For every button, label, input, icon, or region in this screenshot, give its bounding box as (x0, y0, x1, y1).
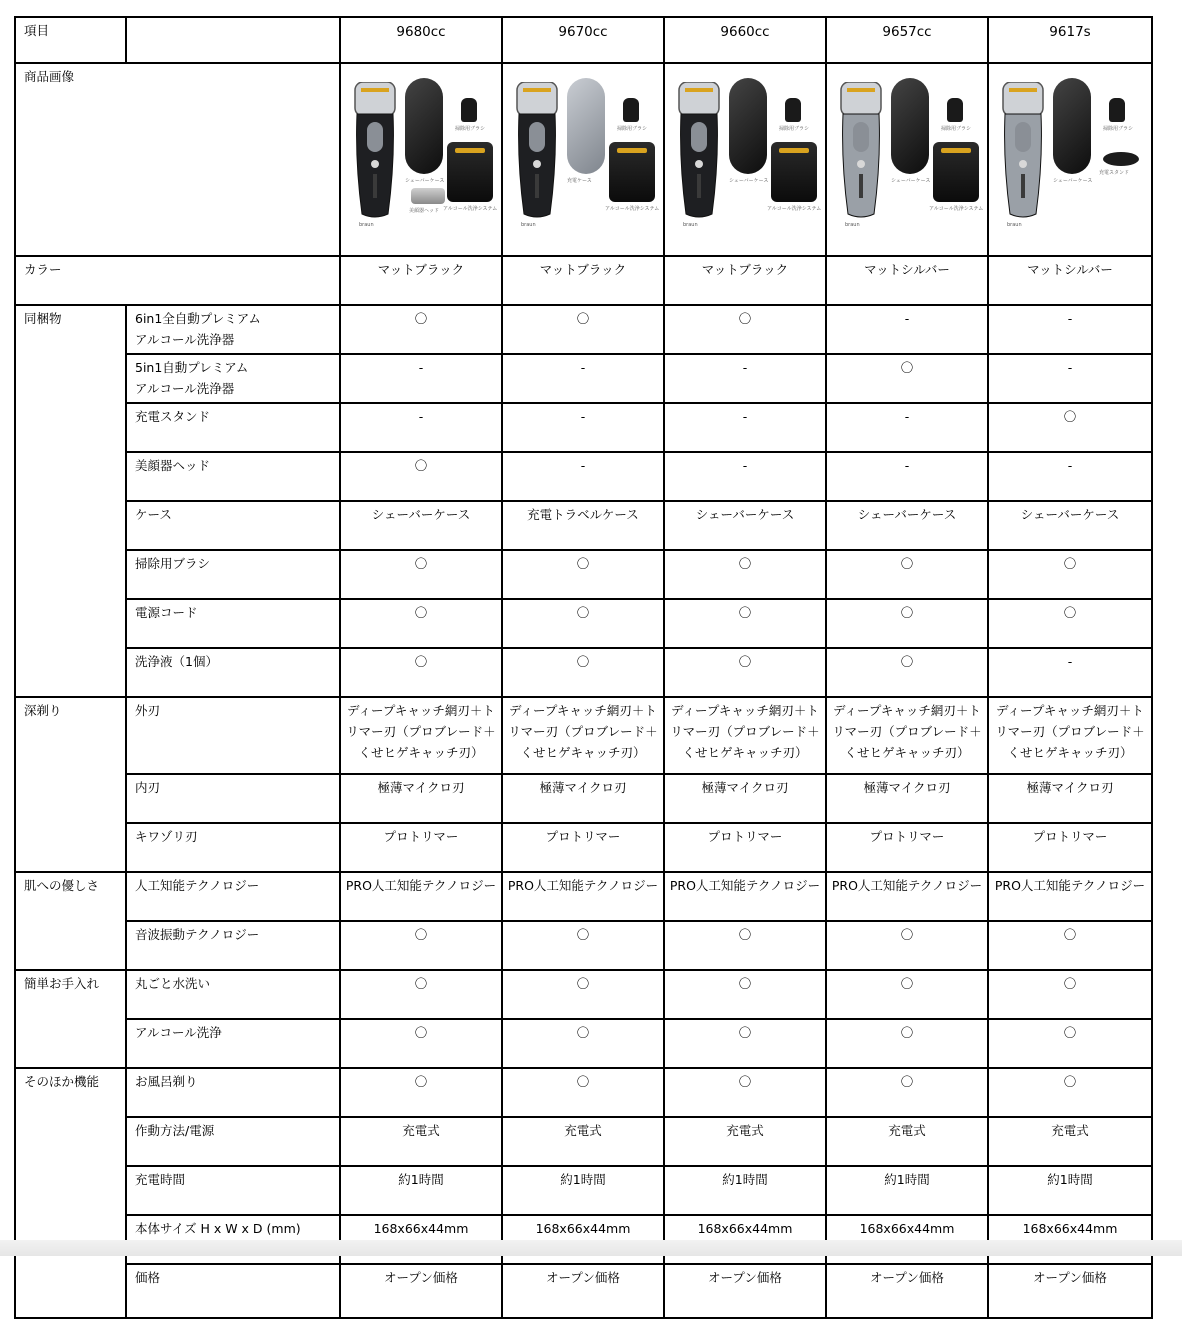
spec-label-line: ケース (135, 507, 172, 522)
spec-row (15, 1264, 1152, 1318)
spec-value: 〇 (826, 970, 988, 1019)
spec-label-line: キワゾリ刃 (135, 829, 198, 844)
spec-value: 〇 (826, 648, 988, 697)
spec-value: 約1時間 (988, 1166, 1152, 1215)
spec-value: シェーバーケース (664, 501, 826, 550)
spec-value: - (826, 305, 988, 354)
spec-value: 〇 (988, 599, 1152, 648)
cleaning-station-icon (933, 142, 979, 202)
spec-label (126, 872, 340, 921)
spec-value: - (664, 403, 826, 452)
spec-row (15, 1117, 1152, 1166)
spec-value: 充電式 (502, 1117, 664, 1166)
spec-label-line: 人工知能テクノロジー (135, 878, 260, 893)
category-label: そのほか機能 (15, 1068, 126, 1318)
facial-head-icon (411, 188, 445, 204)
spec-value: 〇 (664, 970, 826, 1019)
spec-value: - (502, 403, 664, 452)
spec-value: - (988, 648, 1152, 697)
spec-label-line: 外刃 (135, 703, 161, 718)
spec-label (126, 305, 340, 354)
spec-value: 〇 (988, 550, 1152, 599)
spec-value: オープン価格 (340, 1264, 502, 1318)
spec-label (126, 648, 340, 697)
spec-label-line: アルコール洗浄 (135, 1025, 222, 1040)
spec-row (15, 305, 1152, 354)
spec-value: 約1時間 (664, 1166, 826, 1215)
spec-value: 〇 (826, 599, 988, 648)
spec-label (126, 1166, 340, 1215)
product-image-caption: 充電ケース (567, 178, 592, 184)
spec-label-line: 美顔器ヘッド (135, 458, 211, 473)
product-image (343, 70, 501, 246)
spec-label (126, 697, 340, 774)
spec-value: 168x66x44mm (664, 1215, 826, 1264)
product-image-caption: 充電スタンド (1099, 170, 1130, 176)
header-row (15, 17, 1152, 63)
spec-row (15, 823, 1152, 872)
shaver-icon (839, 82, 883, 220)
spec-label (126, 1068, 340, 1117)
spec-label-line: 充電時間 (135, 1172, 186, 1187)
spec-value: 約1時間 (340, 1166, 502, 1215)
shaver-icon (1001, 82, 1045, 220)
spec-value: 〇 (502, 305, 664, 354)
product-image-caption: braun (845, 222, 860, 228)
spec-label (126, 452, 340, 501)
product-image-cell (502, 63, 664, 256)
spec-label-line: 本体サイズ H x W x D (mm) (135, 1221, 301, 1236)
spec-value: 〇 (340, 1068, 502, 1117)
spec-value: 〇 (988, 1019, 1152, 1068)
spec-value: 〇 (664, 305, 826, 354)
product-image-caption: アルコール洗浄システム (605, 206, 660, 212)
spec-value: オープン価格 (988, 1264, 1152, 1318)
spec-value: シェーバーケース (826, 501, 988, 550)
spec-label-line: 6in1全自動プレミアム (135, 311, 261, 326)
product-image-caption: braun (1007, 222, 1022, 228)
spec-row (15, 1166, 1152, 1215)
color-value: マットシルバー (988, 256, 1152, 305)
spec-value: 168x66x44mm (826, 1215, 988, 1264)
spec-row (15, 354, 1152, 403)
spec-value: - (988, 452, 1152, 501)
spec-label-line: アルコール洗浄器 (135, 332, 235, 347)
header-item-label: 項目 (15, 17, 126, 63)
spec-value: 〇 (826, 1068, 988, 1117)
image-row (15, 63, 1152, 256)
spec-value: ディープキャッチ網刃＋トリマー刃（プロブレード＋くせヒゲキャッチ刃） (340, 697, 502, 774)
spec-value: プロトリマー (340, 823, 502, 872)
product-image (667, 70, 825, 246)
spec-row (15, 599, 1152, 648)
spec-value: PRO人工知能テクノロジー (826, 872, 988, 921)
spec-value: 〇 (340, 599, 502, 648)
spec-row (15, 452, 1152, 501)
spec-label (126, 403, 340, 452)
spec-value: 〇 (664, 921, 826, 970)
case-icon (891, 78, 929, 174)
color-row-label: カラー (15, 256, 340, 305)
product-image-caption: braun (521, 222, 536, 228)
cleaning-brush-icon (1109, 98, 1125, 122)
case-icon (567, 78, 605, 174)
spec-value: - (502, 354, 664, 403)
cleaning-brush-icon (785, 98, 801, 122)
spec-value: シェーバーケース (340, 501, 502, 550)
charging-stand-icon (1103, 152, 1139, 166)
color-value: マットシルバー (826, 256, 988, 305)
spec-label (126, 1117, 340, 1166)
category-label: 肌への優しさ (15, 872, 126, 970)
spec-value: 〇 (988, 1068, 1152, 1117)
spec-value: 〇 (826, 1019, 988, 1068)
spec-label-line: 内刃 (135, 780, 161, 795)
spec-value: ディープキャッチ網刃＋トリマー刃（プロブレード＋くせヒゲキャッチ刃） (502, 697, 664, 774)
spec-value: 〇 (340, 550, 502, 599)
spec-value: 〇 (664, 1019, 826, 1068)
spec-value: - (826, 452, 988, 501)
spec-value: オープン価格 (826, 1264, 988, 1318)
spec-value: 〇 (340, 1019, 502, 1068)
spec-label (126, 1264, 340, 1318)
product-image-caption: 掃除用ブラシ (941, 126, 972, 132)
case-icon (1053, 78, 1091, 174)
spec-value: ディープキャッチ網刃＋トリマー刃（プロブレード＋くせヒゲキャッチ刃） (826, 697, 988, 774)
spec-label-line: 5in1自動プレミアム (135, 360, 249, 375)
spec-label (126, 599, 340, 648)
spec-label (126, 774, 340, 823)
model-name-9657cc: 9657cc (826, 17, 988, 63)
spec-value: 〇 (664, 599, 826, 648)
spec-value: PRO人工知能テクノロジー (340, 872, 502, 921)
product-image-cell (340, 63, 502, 256)
color-value: マットブラック (502, 256, 664, 305)
color-value: マットブラック (340, 256, 502, 305)
product-image-caption: 掃除用ブラシ (779, 126, 810, 132)
cleaning-brush-icon (461, 98, 477, 122)
spec-value: 〇 (664, 1068, 826, 1117)
spec-value: 極薄マイクロ刃 (502, 774, 664, 823)
model-name-9680cc: 9680cc (340, 17, 502, 63)
spec-label (126, 823, 340, 872)
spec-value: プロトリマー (664, 823, 826, 872)
product-image-caption: シェーバーケース (729, 178, 769, 184)
spec-value: 〇 (502, 1019, 664, 1068)
spec-label (126, 970, 340, 1019)
spec-value: 〇 (502, 648, 664, 697)
spec-label (126, 550, 340, 599)
spec-value: 充電式 (826, 1117, 988, 1166)
product-image-cell (826, 63, 988, 256)
spec-value: プロトリマー (826, 823, 988, 872)
spec-label (126, 1019, 340, 1068)
spec-value: 極薄マイクロ刃 (340, 774, 502, 823)
product-image (991, 70, 1149, 246)
spec-value: 約1時間 (826, 1166, 988, 1215)
product-image-caption: braun (359, 222, 374, 228)
spec-label-line: アルコール洗浄器 (135, 381, 235, 396)
spec-value: - (340, 354, 502, 403)
spec-value: 〇 (340, 648, 502, 697)
shaver-icon (677, 82, 721, 220)
spec-row (15, 1068, 1152, 1117)
spec-row (15, 774, 1152, 823)
spec-value: 〇 (502, 1068, 664, 1117)
spec-value: 充電式 (664, 1117, 826, 1166)
spec-label (126, 354, 340, 403)
spec-value: オープン価格 (502, 1264, 664, 1318)
spec-label-line: お風呂剃り (135, 1074, 198, 1089)
spec-row (15, 403, 1152, 452)
spec-value: オープン価格 (664, 1264, 826, 1318)
product-image-caption: シェーバーケース (405, 178, 445, 184)
spec-row (15, 970, 1152, 1019)
spec-value: PRO人工知能テクノロジー (664, 872, 826, 921)
spec-value: - (664, 452, 826, 501)
spec-comparison-table (14, 16, 1153, 1319)
product-image-caption: アルコール洗浄システム (767, 206, 822, 212)
spec-row (15, 501, 1152, 550)
category-label: 簡単お手入れ (15, 970, 126, 1068)
spec-value: 〇 (988, 970, 1152, 1019)
spec-value: 〇 (826, 921, 988, 970)
spec-value: 〇 (340, 921, 502, 970)
spec-value: 〇 (988, 403, 1152, 452)
spec-value: 〇 (664, 550, 826, 599)
model-name-9670cc: 9670cc (502, 17, 664, 63)
cleaning-brush-icon (623, 98, 639, 122)
spec-value: 〇 (502, 599, 664, 648)
product-image (829, 70, 987, 246)
spec-value: - (502, 452, 664, 501)
spec-row (15, 648, 1152, 697)
product-image-caption: シェーバーケース (1053, 178, 1093, 184)
spec-label-line: 洗浄液（1個） (135, 654, 218, 669)
spec-label (126, 921, 340, 970)
case-icon (405, 78, 443, 174)
image-row-label: 商品画像 (15, 63, 340, 256)
product-image-caption: 掃除用ブラシ (1103, 126, 1134, 132)
spec-value: 〇 (988, 921, 1152, 970)
shaver-icon (353, 82, 397, 220)
spec-value: 168x66x44mm (340, 1215, 502, 1264)
spec-value: 極薄マイクロ刃 (664, 774, 826, 823)
spec-value: 〇 (502, 550, 664, 599)
product-image-cell (664, 63, 826, 256)
product-image-caption: アルコール洗浄システム (929, 206, 984, 212)
spec-value: プロトリマー (502, 823, 664, 872)
spec-value: プロトリマー (988, 823, 1152, 872)
spec-value: 充電式 (340, 1117, 502, 1166)
spec-value: ディープキャッチ網刃＋トリマー刃（プロブレード＋くせヒゲキャッチ刃） (664, 697, 826, 774)
color-value: マットブラック (664, 256, 826, 305)
cleaning-station-icon (609, 142, 655, 202)
spec-label-line: 電源コード (135, 605, 198, 620)
model-name-9617s: 9617s (988, 17, 1152, 63)
spec-label-line: 掃除用ブラシ (135, 556, 211, 571)
cleaning-station-icon (771, 142, 817, 202)
spec-value: 極薄マイクロ刃 (988, 774, 1152, 823)
spec-value: 〇 (502, 970, 664, 1019)
spec-row (15, 1019, 1152, 1068)
spec-label-line: 音波振動テクノロジー (135, 927, 260, 942)
spec-value: ディープキャッチ網刃＋トリマー刃（プロブレード＋くせヒゲキャッチ刃） (988, 697, 1152, 774)
product-image (505, 70, 663, 246)
spec-value: 充電式 (988, 1117, 1152, 1166)
category-label: 深剃り (15, 697, 126, 872)
spec-label-line: 価格 (135, 1270, 161, 1285)
spec-value: PRO人工知能テクノロジー (502, 872, 664, 921)
product-image-caption: シェーバーケース (891, 178, 931, 184)
shaver-icon (515, 82, 559, 220)
spec-value: - (664, 354, 826, 403)
spec-value: 〇 (340, 305, 502, 354)
spec-value: - (826, 403, 988, 452)
spec-value: 〇 (340, 452, 502, 501)
spec-value: PRO人工知能テクノロジー (988, 872, 1152, 921)
spec-label-line: 作動方法/電源 (135, 1123, 215, 1138)
header-blank-cell (126, 17, 340, 63)
spec-value: 〇 (502, 921, 664, 970)
category-label: 同梱物 (15, 305, 126, 697)
spec-label (126, 501, 340, 550)
spec-value: 168x66x44mm (502, 1215, 664, 1264)
case-icon (729, 78, 767, 174)
spec-value: 〇 (664, 648, 826, 697)
spec-value: - (988, 305, 1152, 354)
spec-value: - (988, 354, 1152, 403)
spec-row (15, 550, 1152, 599)
spec-value: 168x66x44mm (988, 1215, 1152, 1264)
product-image-caption: 美顔器ヘッド (409, 208, 440, 214)
spec-value: 〇 (340, 970, 502, 1019)
cleaning-brush-icon (947, 98, 963, 122)
product-image-caption: braun (683, 222, 698, 228)
product-image-caption: 掃除用ブラシ (455, 126, 486, 132)
spec-row (15, 697, 1152, 774)
spec-value: シェーバーケース (988, 501, 1152, 550)
spec-label-line: 丸ごと水洗い (135, 976, 211, 991)
product-image-caption: アルコール洗浄システム (443, 206, 498, 212)
color-row (15, 256, 1152, 305)
cleaning-station-icon (447, 142, 493, 202)
spec-row (15, 921, 1152, 970)
spec-value: 〇 (826, 550, 988, 599)
page-bottom-edge (0, 1240, 1182, 1256)
product-image-cell (988, 63, 1152, 256)
spec-value: 〇 (826, 354, 988, 403)
spec-value: 充電トラベルケース (502, 501, 664, 550)
spec-row (15, 872, 1152, 921)
spec-value: - (340, 403, 502, 452)
spec-value: 極薄マイクロ刃 (826, 774, 988, 823)
spec-value: 約1時間 (502, 1166, 664, 1215)
model-name-9660cc: 9660cc (664, 17, 826, 63)
spec-label-line: 充電スタンド (135, 409, 211, 424)
product-image-caption: 掃除用ブラシ (617, 126, 648, 132)
